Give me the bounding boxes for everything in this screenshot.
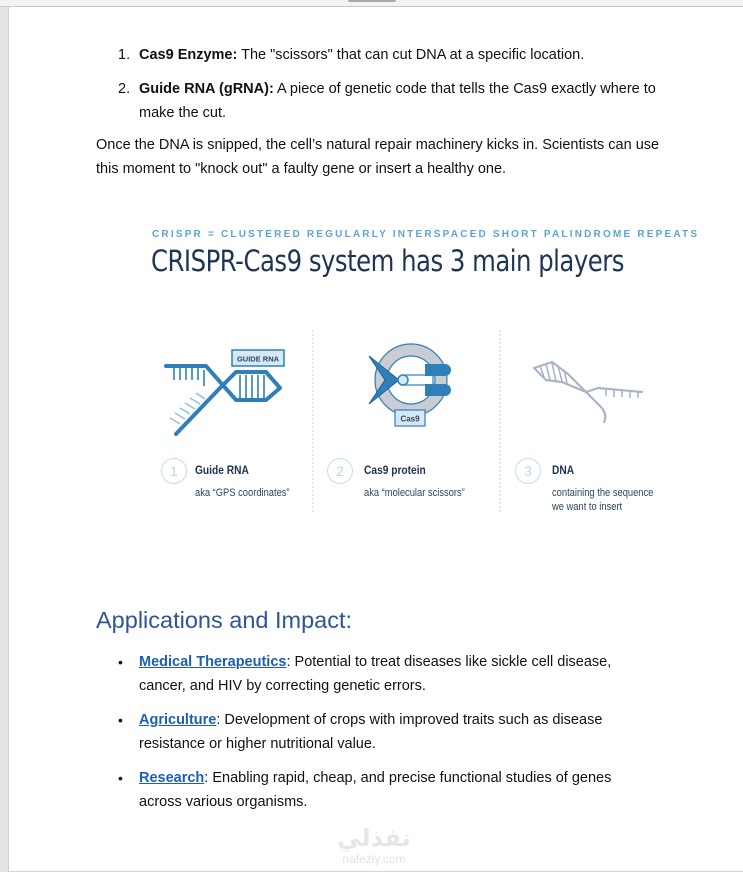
player-number-badge: 2 bbox=[327, 458, 353, 484]
page-left-edge bbox=[0, 7, 9, 872]
list-text: The "scissors" that can cut DNA at a specific location. bbox=[237, 47, 585, 63]
player-description-line: containing the sequence bbox=[552, 487, 654, 499]
list-item bbox=[118, 708, 658, 756]
viewer-top-bar bbox=[0, 0, 743, 7]
watermark-latin: nafezly.com bbox=[342, 852, 406, 866]
column-divider bbox=[312, 330, 314, 512]
list-text: : Potential to treat diseases like sickle cell disease, cancer, and HIV by correcting genetic errors. bbox=[139, 654, 612, 694]
scroll-handle[interactable] bbox=[348, 0, 396, 2]
cas9-icon-label: Cas9 bbox=[400, 414, 420, 424]
player-name: Cas9 protein bbox=[364, 463, 426, 477]
list-number: 2. bbox=[118, 81, 131, 97]
list-item bbox=[118, 43, 658, 67]
crispr-infographic bbox=[140, 220, 700, 540]
list-item bbox=[118, 766, 658, 814]
body-paragraph: Once the DNA is snipped, the cell’s natural repair machinery kicks in. Scientists can use this moment to "knock out" a faulty gene or insert a healthy one. bbox=[96, 137, 660, 177]
list-item bbox=[118, 650, 658, 698]
player-name: Guide RNA bbox=[195, 463, 249, 477]
link-agriculture[interactable]: Agriculture bbox=[139, 712, 217, 728]
numbered-list bbox=[118, 43, 658, 135]
bullet: • bbox=[118, 712, 123, 728]
player-description: aka “GPS coordinates” bbox=[195, 487, 290, 499]
applications-list bbox=[118, 650, 658, 824]
player-description-line: we want to insert bbox=[552, 501, 623, 513]
list-number: 1. bbox=[118, 47, 131, 63]
link-research[interactable]: Research bbox=[139, 770, 205, 786]
player-number-badge: 1 bbox=[161, 458, 187, 484]
watermark bbox=[326, 824, 422, 872]
list-term: Cas9 Enzyme: bbox=[139, 47, 238, 63]
list-term: Guide RNA (gRNA): bbox=[139, 81, 274, 97]
player-description: aka “molecular scissors” bbox=[364, 487, 465, 499]
column-divider bbox=[499, 330, 501, 512]
list-text: : Development of crops with improved traits such as disease resistance or higher nutritional value. bbox=[139, 712, 603, 752]
bullet: • bbox=[118, 770, 123, 786]
player-name: DNA bbox=[552, 463, 575, 477]
infographic-kicker: CRISPR = CLUSTERED REGULARLY INTERSPACED SHORT PALINDROME REPEATS bbox=[152, 229, 700, 240]
list-item bbox=[118, 77, 658, 125]
link-medical-therapeutics[interactable]: Medical Therapeutics bbox=[139, 654, 287, 670]
section-heading: Applications and Impact: bbox=[96, 607, 353, 633]
watermark-arabic: نفذلي bbox=[337, 824, 411, 852]
list-text: A piece of genetic code that tells the Cas9 exactly where to make the cut. bbox=[139, 81, 656, 121]
player-number-badge: 3 bbox=[515, 458, 541, 484]
dna-icon bbox=[534, 360, 646, 422]
infographic-title: CRISPR-Cas9 system has 3 main players bbox=[151, 244, 624, 278]
cas9-icon bbox=[365, 342, 457, 430]
guide-rna-icon-label: GUIDE RNA bbox=[236, 354, 280, 364]
list-text: : Enabling rapid, cheap, and precise functional studies of genes across various organisms. bbox=[139, 770, 612, 810]
bullet: • bbox=[118, 654, 123, 670]
guide-rna-icon bbox=[164, 348, 290, 440]
